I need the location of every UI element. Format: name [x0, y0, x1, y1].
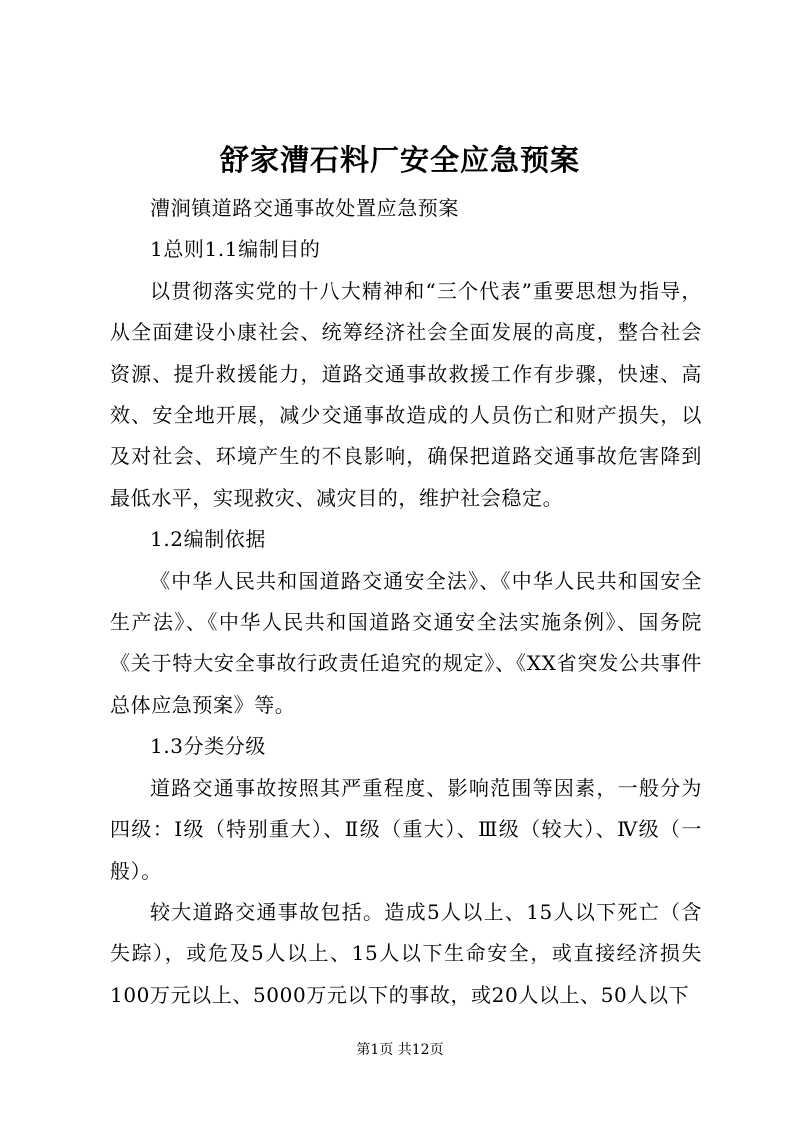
body-paragraph: 《中华人民共和国道路交通安全法》、《中华人民共和国安全生产法》、《中华人民共和国道路交通安全法实施条例》、国务院《关于特大安全事故行政责任追究的规定》、《XX省突发公共事件总体应急预案》等。: [110, 568, 702, 717]
section-heading: 1.3分类分级: [150, 734, 267, 759]
page-number-footer: 第1页 共12页: [356, 1042, 444, 1058]
body-paragraph: 以贯彻落实党的十八大精神和“三个代表”重要思想为指导，从全面建设小康社会、统筹经济社会全面发展的高度，整合社会资源、提升救援能力，道路交通事故救援工作有步骤，快速、高效、安全地开展，减少交通事故造成的人员伤亡和财产损失，以及对社会、环境产生的不良影响，确保把道路交通事故危害降到最低水平，实现救灾、减灾目的，维护社会稳定。: [110, 278, 702, 510]
section-heading: 1.2编制依据: [150, 527, 267, 552]
document-title: 舒家漕石料厂安全应急预案: [219, 143, 580, 177]
body-paragraph: 较大道路交通事故包括。造成5人以上、15人以下死亡（含失踪），或危及5人以上、15人以下生命安全，或直接经济损失100万元以上、5000万元以下的事故，或20人以上、50人以下: [110, 899, 702, 1007]
body-paragraph: 道路交通事故按照其严重程度、影响范围等因素，一般分为四级：Ⅰ级（特别重大）、Ⅱ级（重大）、Ⅲ级（较大）、Ⅳ级（一般）。: [110, 775, 702, 883]
document-body: [110, 188, 702, 1016]
section-heading: 1总则1.1编制目的: [150, 237, 321, 262]
subtitle-paragraph: 漕涧镇道路交通事故处置应急预案: [150, 196, 459, 220]
